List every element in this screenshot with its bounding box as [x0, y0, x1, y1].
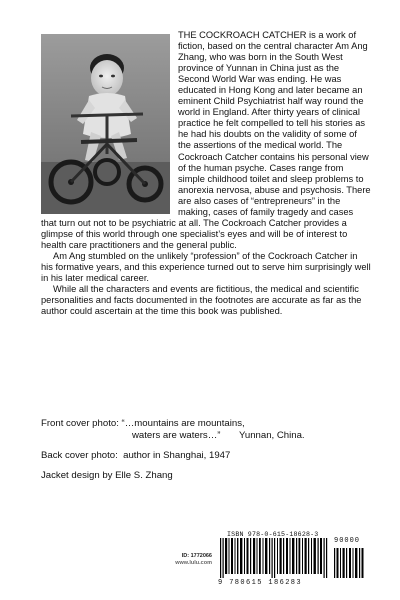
jacket-design-credit: Jacket design by Elle S. Zhang — [41, 470, 173, 481]
front-cover-credit-line-1: Front cover photo: “…mountains are mountains, — [41, 418, 245, 429]
photo-spacer — [41, 30, 178, 215]
blurb-paragraph-2: Am Ang stumbled on the unlikely “profession” of the Cockroach Catcher in his formative years, and this experience turned out to serve him surprisingly well in his later medical career. — [41, 250, 371, 284]
blurb-paragraph-1: THE COCKROACH CATCHER is a work of fiction, based on the central character Am Ang Zhang, who was born in the South West province of Yunnan in China just as the Second World War was ending. He was educated in Hong Kong and later became an eminent Child Psychiatrist half way round the world in England. After thirty years of clinical practice he felt compelled to tell his stories as he had his doubts on the validity of some of the assertions of the medical world. The Cockroach Catcher contains his personal view of the human psyche. Cases range from simple childhood toilet and sleep problems to anorexia nervosa, abuse and psychosis. There are also cases of “entrepreneurs” in the making, cases of family tragedy and cases that turn out not to be psychiatric at all. The Cockroach Catcher provides a glimpse of this world through one specialist’s eyes and will be of interest to health care practitioners and the general public. — [41, 30, 371, 250]
front-cover-credit-line-2: waters are waters…” Yunnan, China. — [132, 430, 305, 441]
back-cover-credit: Back cover photo: author in Shanghai, 1947 — [41, 450, 231, 461]
publisher-id — [146, 553, 212, 567]
price-code: 90000 — [334, 537, 361, 545]
ean-number: 9 780615 186283 — [218, 579, 303, 587]
blurb-paragraph-3: While all the characters and events are fictitious, the medical and scientific personalities and facts documented in the footnotes are accurate as far as the author could ascertain at the time this book was published. — [41, 284, 362, 317]
lulu-id: ID: 1772066 — [181, 553, 212, 559]
lulu-url: www.lulu.com — [175, 560, 212, 566]
blurb-text — [41, 30, 371, 317]
photo-credits — [41, 418, 371, 482]
isbn-label: ISBN 978-0-615-18628-3 — [227, 531, 319, 538]
barcode-bars — [218, 538, 368, 580]
